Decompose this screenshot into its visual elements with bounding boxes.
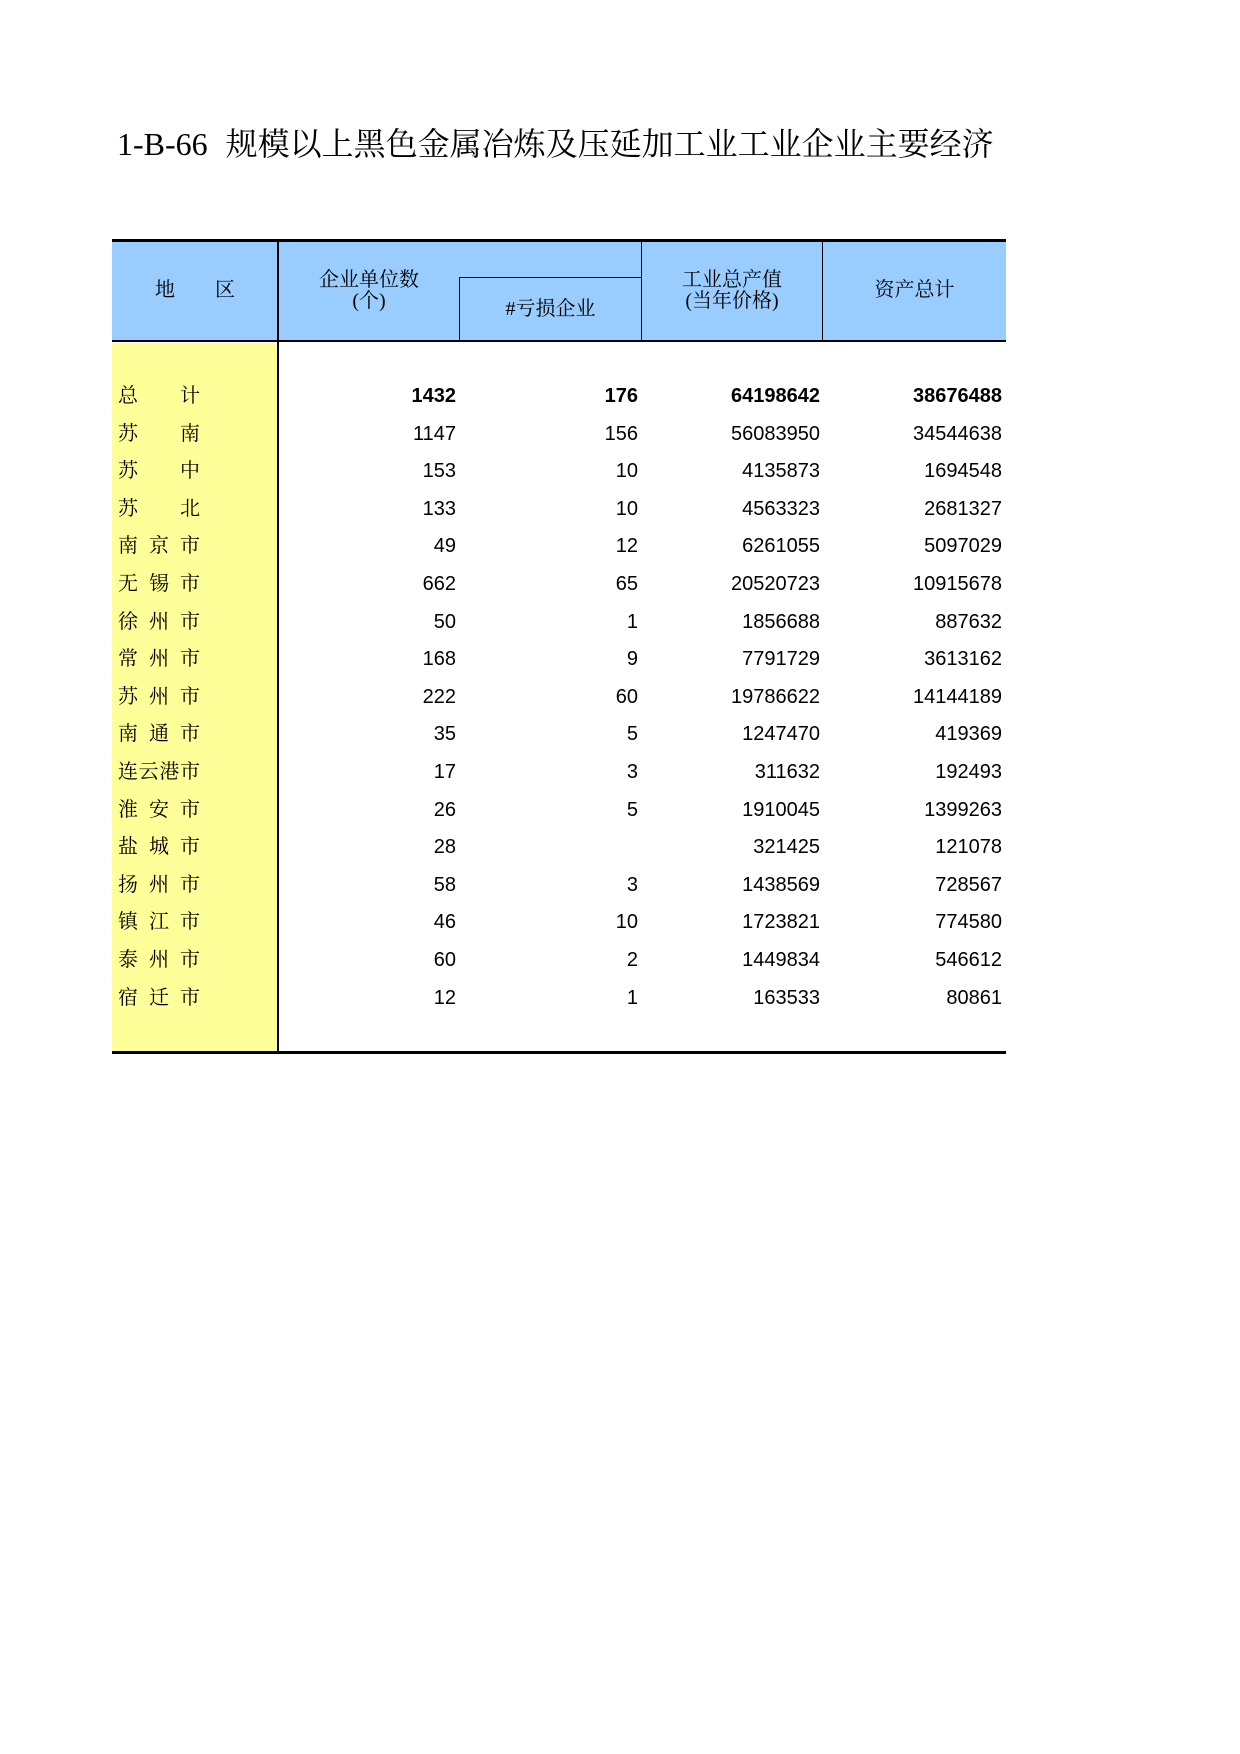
- header-output-value: [642, 270, 822, 312]
- table-row: [112, 867, 1006, 904]
- region-name: 苏 南: [118, 422, 200, 445]
- region-name: 常 州 市: [118, 648, 200, 671]
- loss-making-cell: 5: [626, 723, 638, 746]
- total-assets-cell: 2681327: [924, 497, 1002, 520]
- loss-making-cell: 10: [615, 497, 638, 520]
- header-output-value-line1: 工业总产值: [682, 269, 782, 291]
- enterprise-count-cell: 49: [433, 535, 456, 558]
- table-row: [112, 716, 1006, 753]
- region-name: 总 计: [118, 385, 200, 407]
- region-name: 无 锡 市: [118, 573, 200, 595]
- output-value-cell: 1247470: [742, 723, 820, 746]
- region-name: 苏 州 市: [118, 685, 200, 708]
- enterprise-count-cell: 222: [422, 685, 456, 708]
- loss-making-cell: 5: [626, 798, 638, 821]
- total-assets-cell: 80861: [946, 986, 1002, 1009]
- header-enterprise-count-line2: (个): [352, 290, 386, 312]
- output-value-cell: 1449834: [742, 949, 820, 971]
- region-name: 泰 州 市: [118, 949, 200, 971]
- table-row: [112, 679, 1006, 716]
- total-assets-cell: 14144189: [913, 685, 1002, 708]
- table-row: [112, 604, 1006, 641]
- output-value-cell: 321425: [753, 836, 820, 859]
- output-value-cell: 311632: [754, 761, 820, 783]
- header-output-value-line2: (当年价格): [685, 290, 779, 312]
- enterprise-count-cell: 662: [422, 573, 456, 595]
- loss-making-cell: 1: [626, 610, 638, 633]
- table-row: [112, 980, 1006, 1017]
- region-name: 苏 中: [118, 460, 200, 483]
- enterprise-count-cell: 35: [433, 723, 456, 746]
- table-row: [112, 566, 1006, 603]
- total-assets-cell: 774580: [935, 911, 1002, 934]
- table-row: [112, 528, 1006, 565]
- enterprise-count-cell: 133: [422, 497, 456, 520]
- output-value-cell: 1438569: [742, 873, 820, 896]
- total-assets-cell: 546612: [935, 949, 1002, 971]
- region-name: 扬 州 市: [118, 873, 200, 896]
- loss-making-cell: 3: [626, 873, 638, 896]
- enterprise-count-cell: 28: [433, 836, 456, 859]
- output-value-cell: 64198642: [731, 385, 820, 407]
- enterprise-count-cell: 168: [422, 648, 456, 671]
- header-bottom-border: [112, 340, 1006, 342]
- table-row: [112, 453, 1006, 490]
- loss-making-cell: 156: [604, 422, 638, 445]
- output-value-cell: 6261055: [742, 535, 820, 558]
- table-row: [112, 641, 1006, 678]
- table-row: [112, 792, 1006, 829]
- output-value-cell: 56083950: [731, 422, 820, 445]
- total-assets-cell: 121078: [935, 836, 1002, 859]
- total-assets-cell: 1399263: [924, 798, 1002, 821]
- table-row: [112, 942, 1006, 979]
- output-value-cell: 1910045: [742, 798, 820, 821]
- loss-making-cell: 9: [626, 648, 638, 671]
- total-assets-cell: 38676488: [913, 385, 1002, 407]
- table-row: [112, 904, 1006, 941]
- output-value-cell: 19786622: [731, 685, 820, 708]
- region-name: 徐 州 市: [118, 610, 200, 633]
- top-border: [112, 239, 1006, 242]
- output-value-cell: 20520723: [731, 573, 820, 595]
- table-row: [112, 829, 1006, 866]
- table-row: [112, 491, 1006, 528]
- table-code: 1-B-66: [117, 126, 208, 162]
- loss-making-cell: 60: [615, 685, 638, 708]
- table-title-text: 规模以上黑色金属冶炼及压延加工业工业企业主要经济: [225, 126, 994, 162]
- total-assets-cell: 3613162: [924, 648, 1002, 671]
- region-name: 淮 安 市: [118, 798, 200, 821]
- loss-making-cell: 3: [626, 761, 638, 783]
- output-value-cell: 163533: [753, 986, 820, 1009]
- total-assets-cell: 419369: [935, 723, 1002, 746]
- region-name: 盐 城 市: [118, 836, 200, 859]
- enterprise-count-cell: 60: [433, 949, 456, 971]
- total-assets-cell: 887632: [935, 610, 1002, 633]
- loss-making-cell: 10: [615, 460, 638, 483]
- enterprise-count-cell: 1432: [411, 385, 456, 407]
- header-region: 地 区: [155, 279, 235, 301]
- total-assets-cell: 728567: [935, 873, 1002, 896]
- loss-making-cell: [460, 829, 638, 866]
- enterprise-count-cell: 46: [433, 911, 456, 934]
- loss-making-cell: 12: [615, 535, 638, 558]
- loss-making-cell: 1: [626, 986, 638, 1009]
- enterprise-count-cell: 17: [433, 761, 456, 783]
- output-value-cell: 1723821: [742, 911, 820, 934]
- region-name: 宿 迁 市: [118, 986, 200, 1009]
- output-value-cell: 1856688: [742, 610, 820, 633]
- header-loss-making: #亏损企业: [505, 298, 596, 320]
- subheader-divider: [459, 277, 641, 278]
- region-name: 苏 北: [118, 497, 200, 520]
- header-enterprise-count: [278, 270, 460, 312]
- region-name: 镇 江 市: [118, 911, 200, 934]
- header-enterprise-count-line1: 企业单位数: [319, 269, 419, 291]
- output-value-cell: 4135873: [742, 460, 820, 483]
- enterprise-count-cell: 26: [433, 798, 456, 821]
- loss-making-cell: 10: [615, 911, 638, 934]
- table-row: [112, 416, 1006, 453]
- bottom-border: [112, 1051, 1006, 1054]
- loss-making-cell: 2: [626, 949, 638, 971]
- table-title: [117, 124, 994, 164]
- enterprise-count-cell: 153: [422, 460, 456, 483]
- total-assets-cell: 192493: [935, 761, 1002, 783]
- output-value-cell: 7791729: [742, 648, 820, 671]
- header-total-assets: 资产总计: [874, 279, 955, 301]
- table-row: [112, 754, 1006, 791]
- region-name: 南 京 市: [118, 535, 200, 558]
- total-assets-cell: 34544638: [913, 422, 1002, 445]
- loss-making-cell: 65: [615, 573, 638, 595]
- enterprise-count-cell: 50: [433, 610, 456, 633]
- region-name: 连 云 港 市: [118, 761, 200, 783]
- total-assets-cell: 1694548: [924, 460, 1002, 483]
- total-assets-cell: 5097029: [924, 535, 1002, 558]
- enterprise-count-cell: 58: [433, 873, 456, 896]
- output-value-cell: 4563323: [742, 497, 820, 520]
- loss-making-cell: 176: [604, 385, 638, 407]
- enterprise-count-cell: 1147: [412, 422, 456, 445]
- total-assets-cell: 10915678: [913, 573, 1002, 595]
- enterprise-count-cell: 12: [433, 986, 456, 1009]
- total-row: [112, 378, 1006, 415]
- region-name: 南 通 市: [118, 723, 200, 746]
